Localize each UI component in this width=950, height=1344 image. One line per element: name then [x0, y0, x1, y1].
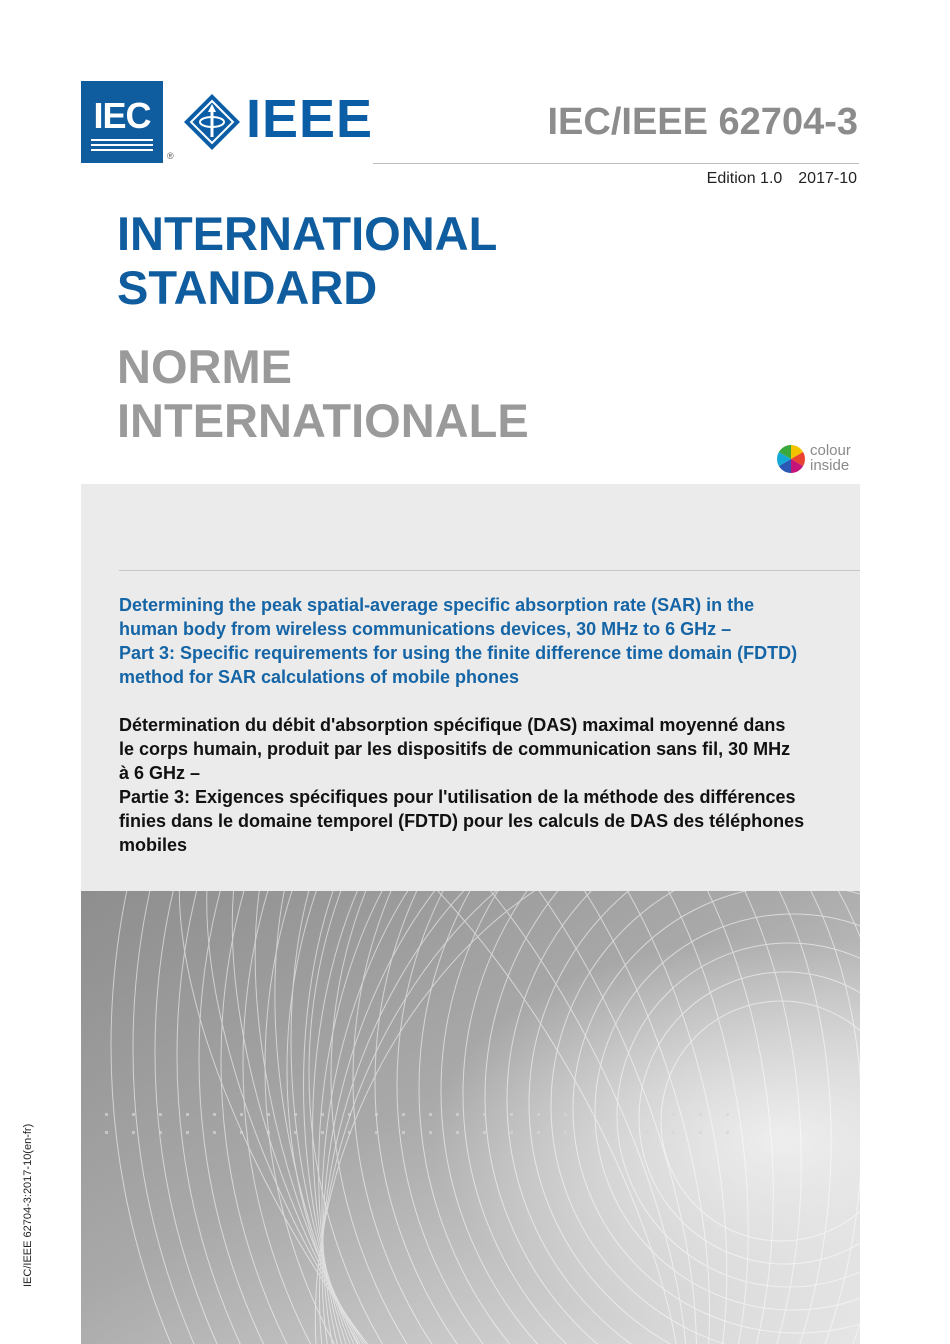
subtitle-fr-line: mobiles	[119, 835, 188, 855]
subtitle-english	[119, 593, 854, 689]
colour-wheel-icon	[777, 445, 805, 473]
subtitle-en-line: human body from wireless communications devices, 30 MHz to 6 GHz –	[119, 619, 732, 639]
subtitle-en-line: method for SAR calculations of mobile phones	[119, 667, 520, 687]
iec-logo-lines	[91, 139, 153, 153]
iec-logo	[81, 81, 163, 163]
spine-reference: IEC/IEEE 62704-3:2017-10(en-fr)	[22, 1123, 34, 1287]
subtitle-en-line: Determining the peak spatial-average specific absorption rate (SAR) in the	[119, 595, 755, 615]
subtitle-fr-line: finies dans le domaine temporel (FDTD) pour les calculs de DAS des téléphones	[119, 811, 805, 831]
header-divider	[373, 163, 859, 164]
registered-mark: ®	[167, 151, 174, 161]
ieee-diamond-icon	[182, 92, 242, 152]
colour-inside-badge	[777, 442, 861, 477]
subtitle-fr-line: à 6 GHz –	[119, 763, 201, 783]
title-international-standard	[117, 207, 497, 315]
decorative-artwork	[81, 891, 860, 1344]
ieee-logo-text: IEEE	[246, 89, 374, 149]
colour-inside-line1: colour	[810, 442, 851, 459]
title-en-line1: INTERNATIONAL	[117, 207, 498, 260]
document-number: IEC/IEEE 62704-3	[547, 101, 858, 143]
subtitle-fr-line: le corps humain, produit par les dispositifs de communication sans fil, 30 MHz	[119, 739, 791, 759]
title-norme-internationale	[117, 340, 529, 448]
title-fr-line2: INTERNATIONALE	[117, 394, 529, 447]
title-fr-line1: NORME	[117, 340, 292, 393]
edition-line	[707, 170, 857, 188]
edition-date: 2017-10	[798, 170, 857, 187]
panel-divider	[119, 570, 860, 571]
subtitle-fr-line: Détermination du débit d'absorption spécifique (DAS) maximal moyenné dans	[119, 715, 786, 735]
subtitle-fr-line: Partie 3: Exigences spécifiques pour l'utilisation de la méthode des différences	[119, 787, 796, 807]
iec-logo-text: IEC	[93, 95, 151, 136]
subtitle-french	[119, 713, 854, 857]
colour-inside-text	[810, 443, 851, 473]
edition-label: Edition 1.0	[706, 170, 783, 187]
colour-inside-line2: inside	[810, 457, 850, 474]
subtitle-en-line: Part 3: Specific requirements for using the finite difference time domain (FDTD)	[119, 643, 798, 663]
title-en-line2: STANDARD	[117, 261, 378, 314]
